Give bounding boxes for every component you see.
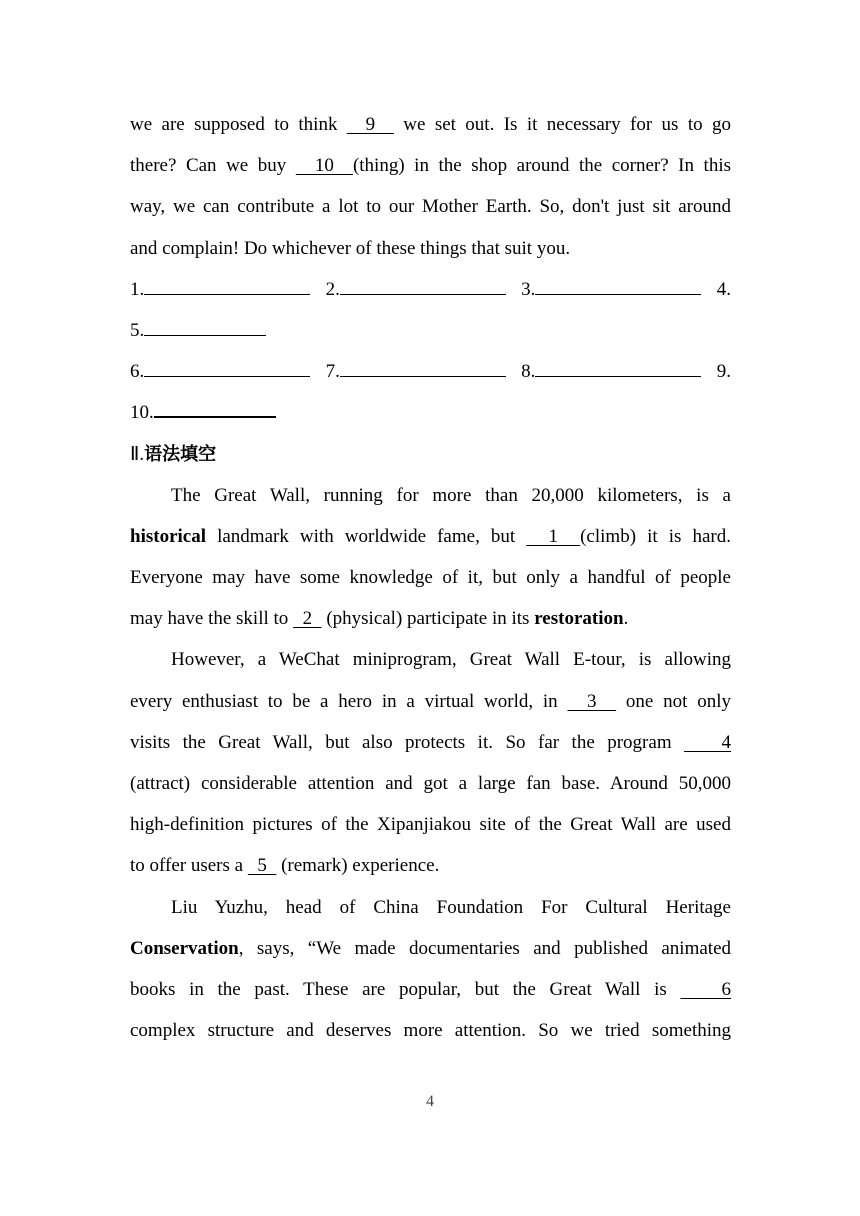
answer-blank [144, 356, 310, 377]
answer-number: 2. [325, 278, 340, 300]
answer-number: 5. [130, 319, 145, 341]
blank-2: 2 [293, 608, 322, 630]
text: (thing) in the shop around the corner? In this [352, 155, 731, 177]
blank-9: 9 [346, 114, 394, 135]
text: every enthusiast to be a hero in a virtual world, in [130, 690, 568, 712]
text-line: complex structure and deserves more attention. So we tried something [130, 1020, 731, 1042]
text-line: high-definition pictures of the Xipanjiakou site of the Great Wall are used [130, 814, 731, 836]
text-line: However, a WeChat miniprogram, Great Wall E-tour, is allowing [171, 649, 731, 671]
text: (climb) it is hard. [580, 525, 732, 547]
blank-4: 4 [684, 731, 731, 753]
blank-5: 5 [247, 855, 277, 877]
answer-blank [340, 356, 506, 377]
page-number: 4 [426, 1093, 434, 1110]
section-number: Ⅱ. [130, 443, 145, 465]
text: , says, “We made documentaries and published animated [238, 937, 731, 959]
answer-number: 4. [716, 278, 731, 300]
answer-number: 3. [521, 278, 536, 300]
answer-blank [535, 274, 701, 295]
bold-term: historical [130, 525, 206, 547]
answer-blank [340, 274, 506, 295]
text-line: way, we can contribute a lot to our Mother Earth. So, don't just sit around [130, 196, 731, 218]
answer-blank [144, 274, 310, 295]
text: (physical) participate in its [321, 608, 535, 630]
text-line: The Great Wall, running for more than 20,000 kilometers, is a [171, 484, 731, 506]
answer-blank [144, 315, 266, 336]
bold-term: restoration [534, 608, 624, 630]
text: we are supposed to think [130, 114, 347, 135]
answer-number: 9. [716, 361, 731, 383]
answer-row [130, 351, 731, 392]
answer-row [130, 310, 731, 351]
text: may have the skill to [130, 608, 294, 630]
text-line [130, 516, 731, 557]
text-line [130, 845, 731, 886]
answer-number: 1. [130, 278, 145, 300]
blank-1: 1 [526, 525, 581, 547]
text: to offer users a [130, 855, 248, 877]
text: landmark with worldwide fame, but [206, 525, 527, 547]
text-line [130, 598, 731, 639]
blank-6: 6 [680, 978, 732, 1000]
blank-3: 3 [567, 690, 617, 712]
text: books in the past. These are popular, but the Great Wall is [130, 978, 681, 1000]
text-line [130, 145, 731, 186]
text: (remark) experience. [276, 855, 440, 877]
bold-term: Conservation [130, 937, 239, 959]
text-line: Everyone may have some knowledge of it, but only a handful of people [130, 567, 731, 589]
document-page [130, 104, 731, 1051]
answer-number: 8. [521, 361, 536, 383]
text-line [130, 969, 731, 1010]
text: . [623, 608, 629, 630]
answer-number: 6. [130, 361, 145, 383]
answer-blank [154, 396, 276, 418]
answer-number: 7. [325, 361, 340, 383]
text: visits the Great Wall, but also protects it. So far the program [130, 731, 685, 753]
text: there? Can we buy [130, 155, 296, 177]
text-line: and complain! Do whichever of these things that suit you. [130, 237, 571, 259]
blank-10: 10 [295, 155, 353, 177]
text-line: Liu Yuzhu, head of China Foundation For Cultural Heritage [171, 896, 731, 918]
answer-row [130, 392, 731, 433]
section-title: 语法填空 [144, 443, 217, 465]
answer-row [130, 269, 731, 310]
answer-blank [535, 356, 701, 377]
text: we set out. Is it necessary for us to go [393, 114, 731, 135]
section-heading [130, 434, 731, 475]
text-line [130, 928, 731, 969]
text-line [130, 104, 731, 145]
answer-number: 10. [130, 402, 154, 424]
text-line [130, 722, 731, 763]
text: one not only [616, 690, 731, 712]
text-line: (attract) considerable attention and got a large fan base. Around 50,000 [130, 773, 731, 794]
text-line [130, 681, 731, 722]
